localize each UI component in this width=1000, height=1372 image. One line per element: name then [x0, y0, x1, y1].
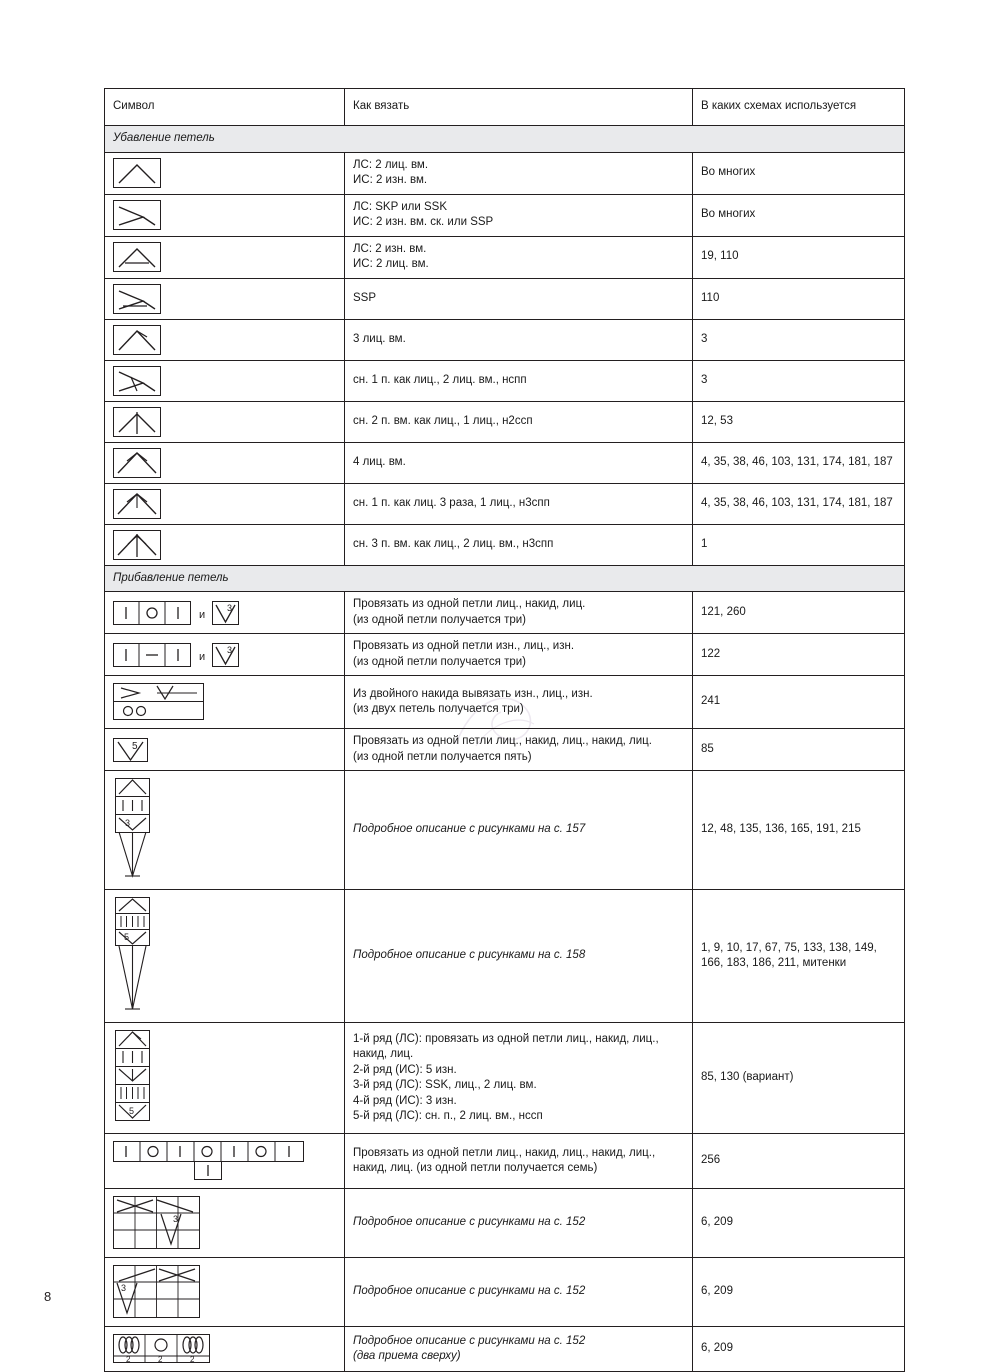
where-text: Во многих — [693, 194, 905, 236]
symbol-double-yo-3-icon — [105, 676, 345, 729]
symbol-inc3-purl-box-icon — [105, 634, 345, 676]
how-text: Провязать из одной петли изн., лиц., изн. (из одной петли получается три) — [345, 634, 693, 676]
symbol-cross-grid-3-down-icon — [105, 1189, 345, 1258]
table-row — [105, 634, 905, 676]
how-text: Подробное описание с рисунками на с. 152 (два приема сверху) — [345, 1327, 693, 1372]
how-text: Провязать из одной петли лиц., накид, лиц., накид, лиц. (из одной петли получается пять) — [345, 729, 693, 771]
symbol-skp-right-icon — [105, 194, 345, 236]
table-row — [105, 1134, 905, 1189]
how-text: сн. 1 п. как лиц. 3 раза, 1 лиц., н3спп — [345, 483, 693, 524]
svg-text:3: 3 — [227, 602, 233, 613]
section-heading-increases — [105, 565, 905, 592]
svg-text:5: 5 — [132, 740, 138, 752]
table-row — [105, 729, 905, 771]
header-where: В каких схемах используется — [693, 89, 905, 126]
table-row — [105, 278, 905, 319]
symbol-cross-grid-3-up-icon — [105, 1258, 345, 1327]
where-text: 6, 209 — [693, 1189, 905, 1258]
how-text: ЛС: 2 лиц. вм. ИС: 2 изн. вм. — [345, 152, 693, 194]
how-text: ЛС: SKP или SSK ИС: 2 изн. вм. ск. или SSP — [345, 194, 693, 236]
where-text: 6, 209 — [693, 1258, 905, 1327]
how-text: 3 лиц. вм. — [345, 319, 693, 360]
table-row — [105, 676, 905, 729]
how-text: сн. 2 п. вм. как лиц., 1 лиц., н2ссп — [345, 401, 693, 442]
symbol-ssp-right-bar-icon — [105, 278, 345, 319]
header-how: Как вязать — [345, 89, 693, 126]
svg-text:5: 5 — [124, 932, 130, 943]
svg-text:и: и — [199, 608, 206, 621]
how-text: сн. 3 п. вм. как лиц., 2 лиц. вм., н3спп — [345, 524, 693, 565]
where-text: 6, 209 — [693, 1327, 905, 1372]
how-text: Подробное описание с рисунками на с. 152 — [345, 1258, 693, 1327]
table-row — [105, 152, 905, 194]
symbol-k3tog-left-icon — [105, 319, 345, 360]
table-header-row — [105, 89, 905, 126]
where-text: 12, 53 — [693, 401, 905, 442]
where-text: 256 — [693, 1134, 905, 1189]
symbol-bobble5-long-icon — [105, 890, 345, 1023]
where-text: 3 — [693, 319, 905, 360]
table-row — [105, 401, 905, 442]
symbols-legend-table — [104, 88, 904, 1372]
how-text: сн. 1 п. как лиц., 2 лиц. вм., нспп — [345, 360, 693, 401]
table-row — [105, 236, 905, 278]
how-text: Провязать из одной петли лиц., накид, лиц., накид, лиц., накид, лиц. (из одной петли получается семь) — [345, 1134, 693, 1189]
where-text: 110 — [693, 278, 905, 319]
table-row — [105, 771, 905, 890]
symbol-cdd-center3-icon — [105, 401, 345, 442]
svg-text:3: 3 — [125, 818, 131, 829]
symbol-inc5-box-icon — [105, 729, 345, 771]
symbol-p2tog-left-bar-icon — [105, 236, 345, 278]
svg-text:2: 2 — [158, 1355, 163, 1365]
table-row — [105, 524, 905, 565]
where-text: Во многих — [693, 152, 905, 194]
table-row — [105, 319, 905, 360]
svg-text:3: 3 — [227, 644, 233, 655]
where-text: 122 — [693, 634, 905, 676]
svg-text:2: 2 — [126, 1355, 131, 1365]
symbol-k2tog-left-icon — [105, 152, 345, 194]
page-number: 8 — [44, 1289, 52, 1304]
how-text: Подробное описание с рисунками на с. 152 — [345, 1189, 693, 1258]
section-heading-decreases — [105, 126, 905, 153]
table-row — [105, 1023, 905, 1134]
header-symbol: Символ — [105, 89, 345, 126]
where-text: 121, 260 — [693, 592, 905, 634]
svg-text:2: 2 — [190, 1355, 195, 1365]
table-row — [105, 890, 905, 1023]
svg-text:и: и — [199, 650, 206, 663]
table-row — [105, 1327, 905, 1372]
how-text: Подробное описание с рисунками на с. 157 — [345, 771, 693, 890]
how-text: ЛС: 2 изн. вм. ИС: 2 лиц. вм. — [345, 236, 693, 278]
section-title: Прибавление петель — [105, 565, 905, 592]
table-row — [105, 592, 905, 634]
where-text: 12, 48, 135, 136, 165, 191, 215 — [693, 771, 905, 890]
symbol-k4tog-left-icon — [105, 442, 345, 483]
table-row — [105, 360, 905, 401]
symbol-inc3-knit-box-icon — [105, 592, 345, 634]
symbol-cdd-center4-icon — [105, 524, 345, 565]
where-text: 85 — [693, 729, 905, 771]
where-text: 3 — [693, 360, 905, 401]
where-text: 19, 110 — [693, 236, 905, 278]
symbol-multi-row-5-icon — [105, 1023, 345, 1134]
symbol-sl1-k3-psso-right-icon — [105, 483, 345, 524]
where-text: 1, 9, 10, 17, 67, 75, 133, 138, 149, 166, 183, 186, 211, митенки — [693, 890, 905, 1023]
symbol-sl1-k2tog-psso-right-icon — [105, 360, 345, 401]
svg-text:3: 3 — [173, 1214, 179, 1225]
how-text: Из двойного накида вывязать изн., лиц., изн. (из двух петель получается три) — [345, 676, 693, 729]
how-text: Провязать из одной петли лиц., накид, лиц. (из одной петли получается три) — [345, 592, 693, 634]
how-text: SSP — [345, 278, 693, 319]
table-row — [105, 194, 905, 236]
table-row — [105, 1258, 905, 1327]
table-row — [105, 1189, 905, 1258]
section-title: Убавление петель — [105, 126, 905, 153]
table-row — [105, 483, 905, 524]
symbol-inc7-wide-icon — [105, 1134, 345, 1189]
svg-text:5: 5 — [129, 1106, 135, 1117]
how-text: 4 лиц. вм. — [345, 442, 693, 483]
how-text: Подробное описание с рисунками на с. 158 — [345, 890, 693, 1023]
where-text: 85, 130 (вариант) — [693, 1023, 905, 1134]
table-row — [105, 442, 905, 483]
svg-text:3: 3 — [121, 1283, 127, 1294]
how-text: 1-й ряд (ЛС): провязать из одной петли лиц., накид, лиц., накид, лиц. 2-й ряд (ИС): 5 изн. 3-й ряд (ЛС): SSK, лиц., 2 лиц. вм. 4-й ряд (ИС): 3 изн. 5-й ряд (ЛС): сн. п., 2 лиц. вм., нсcп — [345, 1023, 693, 1134]
where-text: 1 — [693, 524, 905, 565]
where-text: 241 — [693, 676, 905, 729]
where-text: 4, 35, 38, 46, 103, 131, 174, 181, 187 — [693, 442, 905, 483]
where-text: 4, 35, 38, 46, 103, 131, 174, 181, 187 — [693, 483, 905, 524]
symbol-wrap-pair-o-icon — [105, 1327, 345, 1372]
symbol-bobble3-long-icon — [105, 771, 345, 890]
